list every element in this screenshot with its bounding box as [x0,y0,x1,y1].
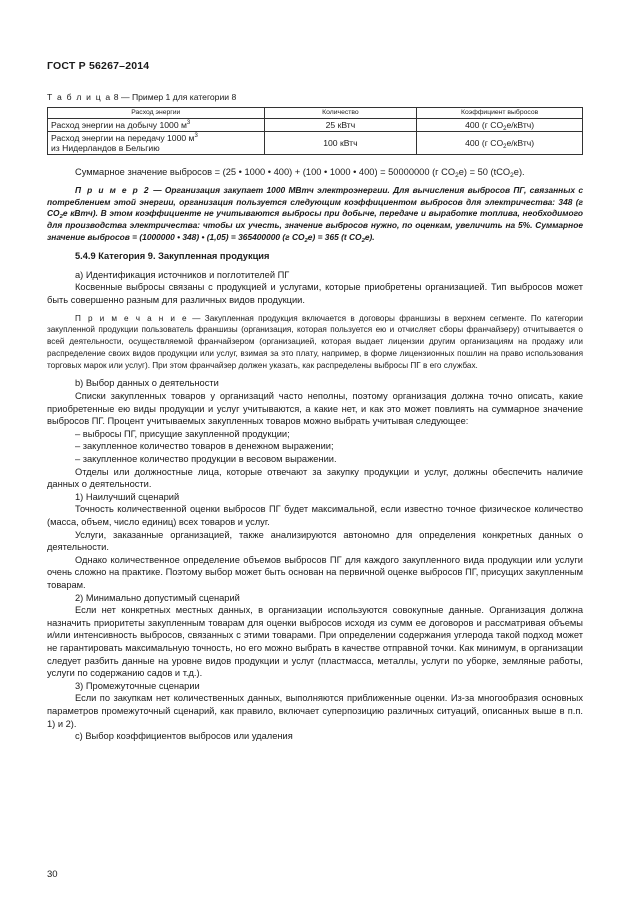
paragraph-purchase-lists: Списки закупленных товаров у организаций часто неполны, поэтому организация должна точно описать, какие приобретенные ею виды продукции и услуг учитываются, а какие нет, и как это может повлиять на суммарное значение выбросов ПГ. Процент учитываемых закупленных товаров можно выбрать учитывая следующее: [47,391,583,427]
list-item: – выбросы ПГ, присущие закупленной продукции; [75,428,290,439]
col-header-quantity: Количество [264,108,417,119]
scenario-2-heading: 2) Минимально допустимый сценарий [75,592,240,603]
paragraph-approximate: Если по закупкам нет количественных данных, выполняются приближенные оценки. Из-за многообразия основных параметров промежуточный сценарий, как правило, включает суперпозицию различных ситуаций, описанных выше в п.п. 1) и 2). [47,693,583,729]
subsection-a-heading: а) Идентификация источников и поглотителей ПГ [75,269,290,280]
table-cell-energy: Расход энергии на передачу 1000 $м^3$ из Нидерландов в Бельгию [48,132,265,155]
scenario-3-heading: 3) Промежуточные сценарии [75,680,200,691]
table-cell-coefficient: 400 (г $CO_2е/кВтч$) [417,132,583,155]
subsection-b-heading: b) Выбор данных о деятельности [75,378,219,389]
section-title: 5.4.9 Категория 9. Закупленная продукция [75,251,270,262]
table-caption-text: 8 — Пример 1 для категории 8 [111,92,237,102]
scenario-1-heading: 1) Наилучший сценарий [75,491,180,502]
table-caption [47,92,236,102]
table-header-row [48,108,583,119]
table-cell-quantity: 25 кВтч [264,119,417,132]
document-body [47,166,583,743]
table-cell-quantity: 100 кВтч [264,132,417,155]
table-row [48,119,583,132]
paragraph-accuracy: Точность количественной оценки выбросов ПГ будет максимальной, если известно точное физическое количество (масса, объем, число единиц) всех товаров и услуг. [47,504,583,528]
paragraph-services: Услуги, заказанные организацией, также анализируются автономно для определения конкретных данных о деятельности. [47,529,583,553]
document-header: ГОСТ Р 56267–2014 [47,60,150,72]
table-cell-energy: Расход энергии на добычу 1000 $м^3$ [48,119,265,132]
table-cell-coefficient: 400 (г $CO_2е/кВтч$) [417,119,583,132]
list-item: – закупленное количество товаров в денежном выражении; [75,441,334,452]
emissions-table [47,107,583,155]
subsection-c-heading: c) Выбор коэффициентов выбросов или удаления [75,731,293,742]
table-row [48,132,583,155]
page-number: 30 [47,869,58,880]
list-item: – закупленное количество продукции в весовом выражении. [75,454,337,465]
table-caption-label: Т а б л и ц а [47,92,112,102]
paragraph-quantitative: Однако количественное определение объемов выбросов ПГ для каждого закупленного вида продукции или услуги очень сложно на практике. Поэтому выбор может быть основан на первичной оценке выбросов ПГ, присущих закупленным товарам. [47,554,583,590]
franchise-note: П р и м е ч а н и е — Закупленная продукция включается в договоры франшизы в верхнем сегменте. По категории закупленной продукции пользователь франшизы (организация, которая пользуется ею и отчисляет сборы франчайзеру) отчитывается о всей деятельности, осуществляемой франчайзером (организацией, которая выдает лицензии другим организациям на продажу или распределение своих видов продукции или услуг, взимая за это плату, например, в форме лицензионных пошлин на право использования торговых марок или услуг). При этом франчайзер должен указать, как распределены выбросы ПГ в его службах. [47,313,583,370]
example-2: П р и м е р 2 — Организация закупает 1000 МВтч электроэнергии. Для вычисления выбросов ПГ, связанных с потреблением этой энергии, организация пользуется следующим коэффициентом выбросов для электричества: 348 (г $CO_2е$ кВтч). В этом коэффициенте не учитываются выбросы при добыче, передаче и выработке топлива, необходимого для производства электричества: чтобы их учесть, значение выбросов нужно, по оценкам, увеличить на 5%. Суммарное значение выбросов = (1000000 • 348) • (1,05) = 365400000 (г $CO_2е) = 365$ (t $CO_2е$). [47,184,583,245]
col-header-coefficient: Коэффициент выбросов [417,108,583,119]
col-header-energy: Расход энергии [48,108,265,119]
paragraph-aggregate-data: Если нет конкретных местных данных, в организации используются совокупные данные. Организация должна назначить приоритеты закупленным товарам для оценки выбросов исходя из сумм ее договоров и рассматривая объемы и/или интенсивность выбросов, связанных с этими товарами. При определении содержания углерода такой подход может не гарантировать максимальную точность, но его можно выбрать в качестве отправной точки. Как минимум, в организации следует разбить данные на уровне видов продукции и услуг (пластмасса, металлы, услуги по уборке, земляные работы, услуги по содержанию садов и т.д.). [47,605,583,679]
summary-line: Суммарное значение выбросов = (25 • 1000 • 400) + (100 • 1000 • 400) = 50000000 (г $CO_2е) = 50$ (tCO$_2$е). [75,167,525,179]
paragraph-indirect-emissions: Косвенные выбросы связаны с продукцией и услугами, которые приобретены организацией. Тип выбросов может быть совершенно разным для различных видов продукции. [47,282,583,305]
paragraph-departments: Отделы или должностные лица, которые отвечают за закупку продукции и услуг, должны обеспечить наличие данных о деятельности. [47,466,583,490]
